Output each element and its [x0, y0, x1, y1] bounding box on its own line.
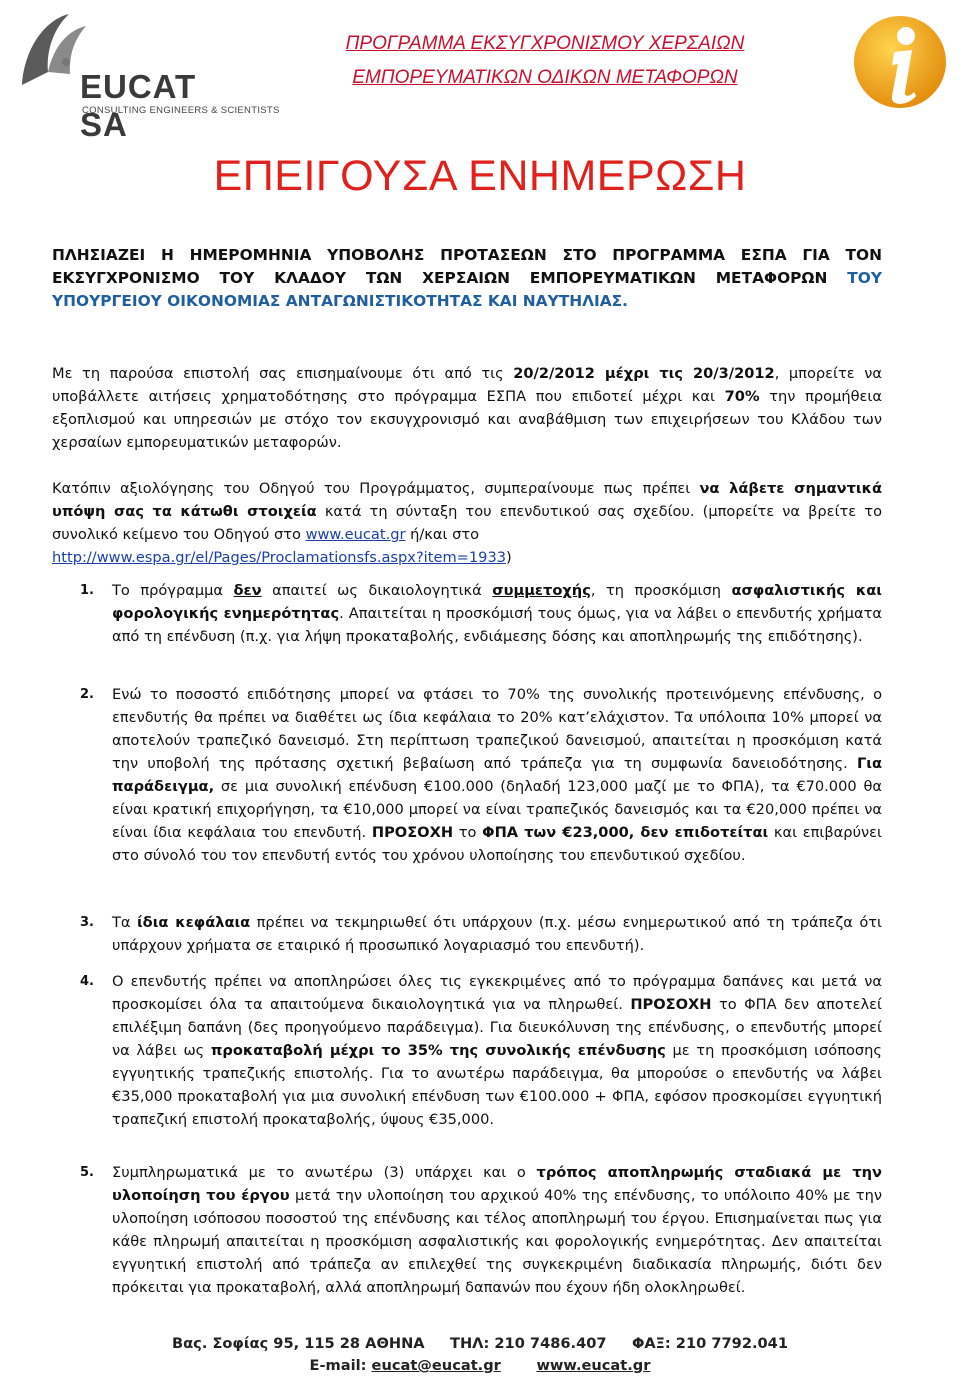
intro-text: την προμήθεια εξοπλισμού και υπηρεσιών με στόχο τον εκσυγχρονισμό και αναβάθμιση των επιχειρήσεων του Κλάδου των χερσαίων εμπορευματικών μεταφορών. — [52, 388, 882, 451]
list-item — [80, 683, 882, 867]
item-text: , τη προσκόμιση — [590, 582, 732, 599]
guide-emphasis: να λάβετε σημαντικά υπόψη σας τα κάτωθι στοιχεία — [52, 480, 882, 520]
intro-text: Με τη παρούσα επιστολή σας επισημαίνουμε ότι από τις — [52, 365, 514, 382]
espa-link[interactable]: http://www.espa.gr/el/Pages/Proclamationsfs.aspx?item=1933 — [52, 549, 507, 566]
footer-website-link[interactable]: www.eucat.gr — [536, 1357, 651, 1374]
page-title: ΕΠΕΙΓΟΥΣΑ ΕΝΗΜΕΡΩΣΗ — [213, 152, 747, 200]
item-emphasis: προκαταβολή μέχρι το 35% της συνολικής επένδυσης — [210, 1042, 666, 1059]
item-text: απαιτεί ως δικαιολογητικά — [261, 582, 493, 599]
item-number: 3. — [80, 915, 94, 930]
logo-tagline: CONSULTING ENGINEERS & SCIENTISTS — [82, 105, 280, 116]
guide-paragraph — [52, 477, 882, 569]
footer-phone: ΤΗΛ: 210 7486.407 — [450, 1335, 607, 1352]
intro-dates: 20/2/2012 μέχρι τις 20/3/2012 — [513, 365, 775, 382]
item-emphasis: ασφαλιστικής και φορολογικής ενημερότητας — [112, 582, 882, 622]
item-number: 1. — [80, 583, 94, 598]
item-emphasis: δεν — [233, 582, 262, 599]
item-emphasis: ίδια κεφάλαια — [136, 914, 251, 931]
item-emphasis: Για παράδειγμα, — [112, 755, 882, 795]
footer-line2 — [0, 1355, 960, 1377]
list-item — [80, 970, 882, 1131]
item-emphasis: τρόπος αποπληρωμής σταδιακά με την υλοποίηση του έργου — [112, 1164, 882, 1204]
lead-ministry: ΤΟΥ ΥΠΟΥΡΓΕΙΟΥ ΟΙΚΟΝΟΜΙΑΣ ΑΝΤΑΓΩΝΙΣΤΙΚΟΤΗΤΑΣ ΚΑΙ ΝΑΥΤΗΛΙΑΣ. — [52, 269, 883, 310]
eucat-logo — [14, 10, 280, 143]
item-emphasis: ΦΠΑ των €23,000, δεν επιδοτείται — [482, 824, 769, 841]
item-text: το ΦΠΑ δεν αποτελεί επιλέξιμη δαπάνη (δες προηγούμενο παράδειγμα). Για διευκόλυνση της επένδυσης, ο επενδυτής μπορεί να λάβει ως — [112, 996, 882, 1059]
footer-contact — [0, 1333, 960, 1377]
footer-address: Βας. Σοφίας 95, 115 28 ΑΘΗΝΑ — [172, 1335, 425, 1352]
footer-email-label: E-mail: — [309, 1357, 367, 1374]
list-item — [80, 579, 882, 648]
item-emphasis: συμμετοχής — [492, 582, 591, 599]
item-emphasis: ΠΡΟΣΟΧΗ — [371, 824, 454, 841]
footer-email-link[interactable]: eucat@eucat.gr — [371, 1357, 501, 1374]
item-text: Τα — [112, 914, 137, 931]
list-item — [80, 911, 882, 957]
list-item — [80, 1161, 882, 1299]
item-text: το — [453, 824, 483, 841]
program-title-line2: ΕΜΠΟΡΕΥΜΑΤΙΚΩΝ ΟΔΙΚΩΝ ΜΕΤΑΦΟΡΩΝ — [352, 67, 738, 88]
info-icon — [848, 8, 948, 123]
item-text: Συμπληρωματικά με το ανωτέρω (3) υπάρχει και ο — [112, 1164, 537, 1181]
intro-percent: 70% — [724, 388, 760, 405]
guide-text: ) — [506, 549, 512, 566]
item-number: 2. — [80, 687, 94, 702]
item-number: 5. — [80, 1165, 94, 1180]
footer-fax: ΦΑΞ: 210 7792.041 — [631, 1335, 788, 1352]
item-text: με τη προσκόμιση ισόποσης εγγυητικής τραπεζικής επιστολής. Για το ανωτέρω παράδειγμα, θα μπορούσε ο επενδυτής να λάβει €35,000 προκαταβολή για μια συνολική επένδυση των €100.000 + ΦΠΑ, εφόσον προσκομίσει εγγυητική τραπεζική επιστολή προκαταβολής, ύψους €35,000. — [112, 1042, 882, 1128]
intro-paragraph — [52, 362, 882, 454]
item-emphasis: ΠΡΟΣΟΧΗ — [630, 996, 712, 1013]
intro-text: , μπορείτε να υποβάλλετε αιτήσεις χρηματοδότησης στο πρόγραμμα ΕΣΠΑ που επιδοτεί μέχρι και — [52, 365, 882, 405]
guide-text: κατά τη σύνταξη του επενδυτικού σας σχεδίου. (μπορείτε να βρείτε το συνολικό κείμενο του Οδηγού στο — [52, 503, 882, 543]
item-text: Ενώ το ποσοστό επιδότησης μπορεί να φτάσει το 70% της συνολικής προτεινόμενης επένδυσης, ο επενδυτής θα πρέπει να διαθέτει ως ίδια κεφάλαια το 20% κατ’ελάχιστον. Τα υπόλοιπα 10% μπορεί να αποτελούν τραπεζικό δανεισμό. Στη περίπτωση τραπεζικού δανεισμού, απαιτείται η προσκόμιση κατά την υποβολή της πρότασης σχετική βεβαίωση από τράπεζα για τη συμφωνία δανειοδότησης. — [112, 686, 882, 772]
footer-line1 — [0, 1333, 960, 1355]
program-title-line1: ΠΡΟΓΡΑΜΜΑ ΕΚΣΥΓΧΡΟΝΙΣΜΟΥ ΧΕΡΣΑΙΩΝ — [345, 33, 745, 54]
item-text: πρέπει να τεκμηριωθεί ότι υπάρχουν (π.χ. μέσω ενημερωτικού από τη τράπεζα ότι υπάρχουν χρήματα σε εταιρικό ή προσωπικό λογαριασμό του επενδυτή). — [112, 914, 882, 954]
item-text: μετά την υλοποίηση του αρχικού 40% της επένδυσης, το υπόλοιπο 40% με την υλοποίηση ισόποσου ποσοστού της επένδυσης και τέλος αποπληρωμή του έργου. Επισημαίνεται πως για κάθε πληρωμή απαιτείται η προσκόμιση ασφαλιστικής και φορολογικής ενημερότητας. Δεν απαιτείται εγγυητική επιστολή από τράπεζα αν επιλεχθεί της συγκεκριμένη διαδικασία πληρωμής, διότι δεν πρόκειται για προκαταβολή, αλλά αποπληρωμή δαπανών που έχουν ήδη ολοκληρωθεί. — [112, 1187, 882, 1296]
item-text: σε μια συνολική επένδυση €100.000 (δηλαδή 123,000 μαζί με το ΦΠΑ), τα €70.000 θα είναι κρατική επιχορήγηση, τα €10,000 μπορεί να είναι τραπεζικός δανεισμός και τα €20,000 πρέπει να είναι ίδια κεφάλαια του επενδυτή. — [112, 778, 882, 841]
eucat-link[interactable]: www.eucat.gr — [305, 526, 406, 543]
item-number: 4. — [80, 974, 94, 989]
logo-name: EUCAT SA — [80, 68, 197, 143]
item-text: και επιβαρύνει στο σύνολό του τον επενδυτή εντός του χρόνου υλοποίησης του επενδυτικού σχεδίου. — [112, 824, 882, 864]
item-text: Το πρόγραμμα — [112, 582, 234, 599]
item-text: . Απαιτείται η προσκόμισή τους όμως, για να λάβει ο επενδυτής χρήματα από τη επένδυση (π.χ. για λήψη προκαταβολής, ενδιάμεσης δόσης και αποπληρωμής της επιδότησης). — [112, 605, 882, 645]
lead-part1: ΠΛΗΣΙΑΖΕΙ Η ΗΜΕΡΟΜΗΝΙΑ ΥΠΟΒΟΛΗΣ ΠΡΟΤΑΣΕΩΝ ΣΤΟ ΠΡΟΓΡΑΜΜΑ ΕΣΠΑ ΓΙΑ ΤΟΝ ΕΚΣΥΓΧΡΟΝΙΣΜΟ ΤΟΥ ΚΛΑΔΟΥ ΤΩΝ ΧΕΡΣΑΙΩΝ ΕΜΠΟΡΕΥΜΑΤΙΚΩΝ ΜΕΤΑΦΟΡΩΝ — [52, 246, 882, 287]
lead-paragraph — [52, 244, 882, 313]
guide-text: Κατόπιν αξιολόγησης του Οδηγού του Προγράμματος, συμπεραίνουμε πως πρέπει — [52, 480, 700, 497]
guide-text: ή/και στο — [405, 526, 480, 543]
item-text: Ο επενδυτής πρέπει να αποπληρώσει όλες τις εγκεκριμένες από το πρόγραμμα δαπάνες και μετά να προσκομίσει όλα τα απαιτούμενα δικαιολογητικά για να πληρωθεί. — [112, 973, 882, 1013]
